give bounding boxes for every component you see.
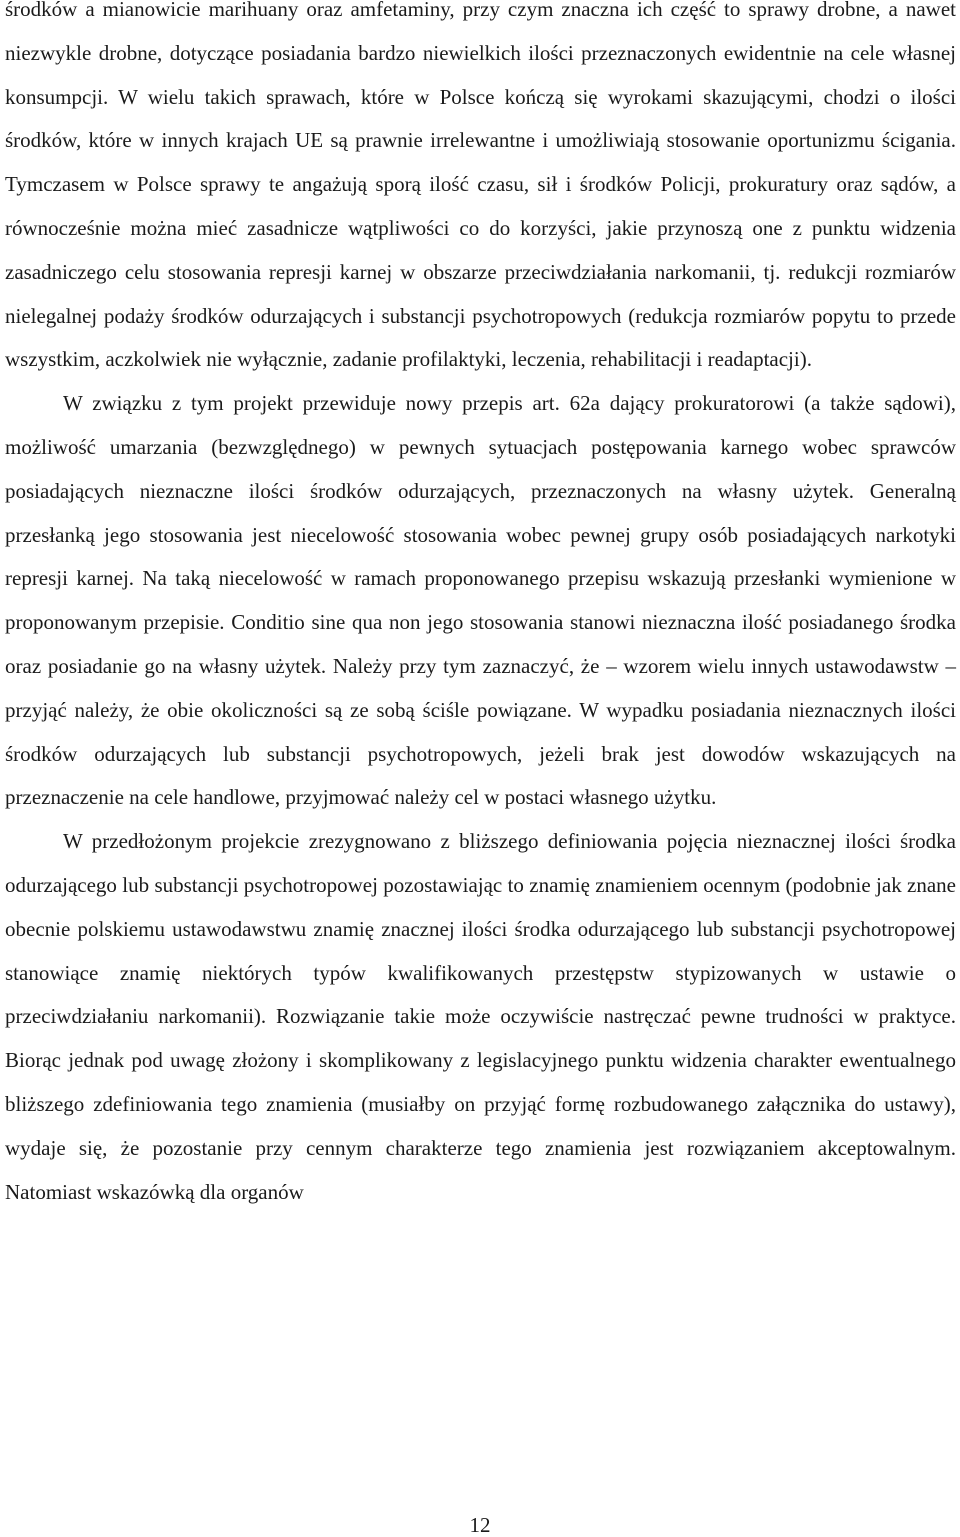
document-body xyxy=(5,0,956,1214)
paragraph-continuation: środków a mianowicie marihuany oraz amfetaminy, przy czym znaczna ich część to sprawy drobne, a nawet niezwykle drobne, dotyczące posiadania bardzo niewielkich ilości przeznaczonych ewidentnie na cele własnej konsumpcji. W wielu takich sprawach, które w Polsce kończą się wyrokami skazującymi, chodzi o ilości środków, które w innych krajach UE są prawnie irrelewantne i umożliwiają stosowanie oportunizmu ścigania. Tymczasem w Polsce sprawy te angażują sporą ilość czasu, sił i środków Policji, prokuratury oraz sądów, a równocześnie można mieć zasadnicze wątpliwości co do korzyści, jakie przynoszą one z punktu widzenia zasadniczego celu stosowania represji karnej w obszarze przeciwdziałania narkomanii, tj. redukcji rozmiarów nielegalnej podaży środków odurzających i substancji psychotropowych (redukcja rozmiarów popytu to przede wszystkim, aczkolwiek nie wyłącznie, zadanie profilaktyki, leczenia, rehabilitacji i readaptacji). xyxy=(5,0,956,372)
paragraph-nieznaczna-ilosc: W przedłożonym projekcie zrezygnowano z bliższego definiowania pojęcia nieznacznej ilości środka odurzającego lub substancji psychotropowej pozostawiając to znamię znamieniem ocennym (podobnie jak znane obecnie polskiemu ustawodawstwu znamię znacznej ilości środka odurzającego lub substancji psychotropowej stanowiące znamię niektórych typów kwalifikowanych przestępstw stypizowanych w ustawie o przeciwdziałaniu narkomanii). Rozwiązanie takie może oczywiście nastręczać pewne trudności w praktyce. Biorąc jednak pod uwagę złożony i skomplikowany z legislacyjnego punktu widzenia charakter ewentualnego bliższego zdefiniowania tego znamienia (musiałby on przyjąć formę rozbudowanego załącznika do ustawy), wydaje się, że pozostanie przy cennym charakterze tego znamienia jest rozwiązaniem akceptowalnym. Natomiast wskazówką dla organów xyxy=(5,829,956,1204)
page-number: 12 xyxy=(469,1513,491,1537)
paragraph-art-62a: W związku z tym projekt przewiduje nowy przepis art. 62a dający prokuratorowi (a także sądowi), możliwość umarzania (bezwzględnego) w pewnych sytuacjach postępowania karnego wobec sprawców posiadających nieznaczne ilości środków odurzających, przeznaczonych na własny użytek. Generalną przesłanką jego stosowania jest niecelowość stosowania wobec pewnej grupy osób posiadających narkotyki represji karnej. Na taką niecelowość w ramach proponowanego przepisu wskazują przesłanki wymienione w proponowanym przepisie. Conditio sine qua non jego stosowania stanowi nieznaczna ilość posiadanego środka oraz posiadanie go na własny użytek. Należy przy tym zaznaczyć, że – wzorem wielu innych ustawodawstw – przyjąć należy, że obie okoliczności są ze sobą ściśle powiązane. W wypadku posiadania nieznacznych ilości środków odurzających lub substancji psychotropowych, jeżeli brak jest dowodów wskazujących na przeznaczenie na cele handlowe, przyjmować należy cel w postaci własnego użytku. xyxy=(5,391,956,810)
